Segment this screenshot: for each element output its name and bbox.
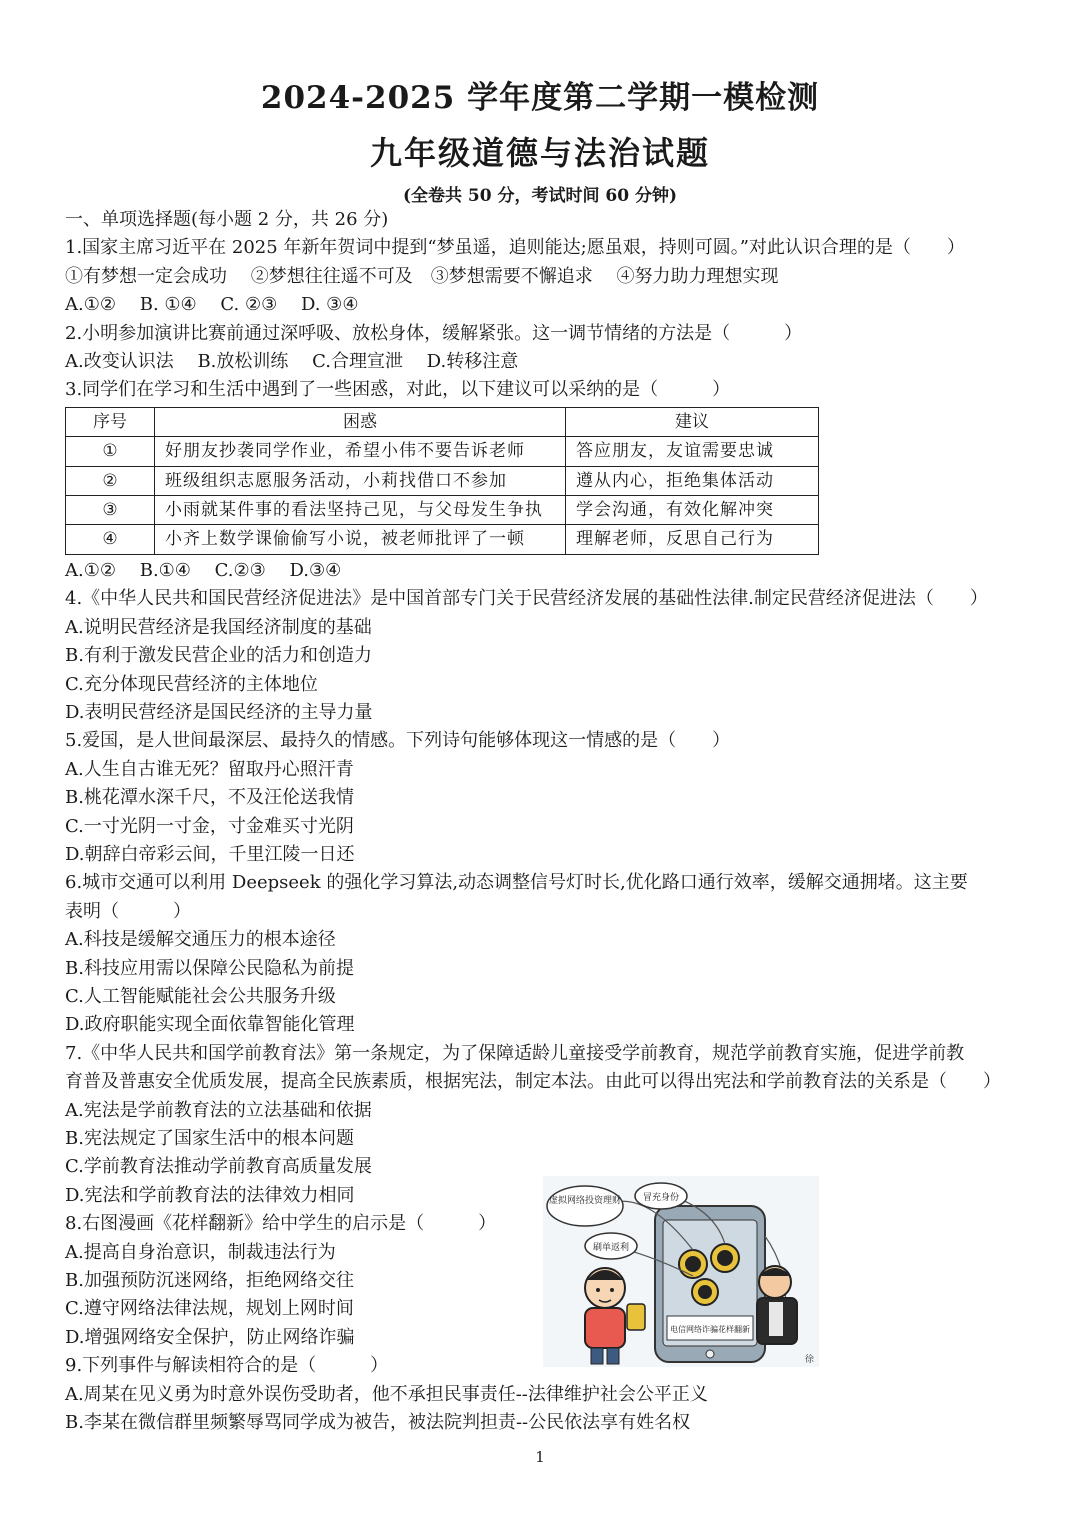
question-3-table xyxy=(65,407,819,555)
question-8-option-c: C.遵守网络法律法规，规划上网时间 xyxy=(65,1298,354,1320)
speech-bubble-1 xyxy=(547,1186,623,1226)
table-cell-advice: 理解老师，反思自己行为 xyxy=(566,525,819,554)
question-6-option-a: A.科技是缓解交通压力的根本途径 xyxy=(65,929,336,951)
question-4-option-a: A.说明民营经济是我国经济制度的基础 xyxy=(65,616,372,638)
question-7-option-a: A.宪法是学前教育法的立法基础和依据 xyxy=(65,1099,372,1121)
svg-text:电信网络诈骗花样翻新: 电信网络诈骗花样翻新 xyxy=(670,1325,750,1334)
table-cell-num: ② xyxy=(66,466,155,495)
table-row xyxy=(66,496,819,525)
question-7-stem-cont: 育普及普惠安全优质发展，提高全民族素质，根据宪法，制定本法。由此可以得出宪法和学前教育法的关系是（ ） xyxy=(65,1071,1001,1093)
table-row xyxy=(66,437,819,466)
speech-bubble-3 xyxy=(585,1233,637,1259)
question-4-option-c: C.充分体现民营经济的主体地位 xyxy=(65,673,318,695)
question-5-option-d: D.朝辞白帝彩云间，千里江陵一日还 xyxy=(65,843,355,865)
phone-screen-label xyxy=(667,1316,753,1340)
question-4-option-b: B.有利于激发民营企业的活力和创造力 xyxy=(65,645,372,667)
svg-text:虚拟网络投资理财: 虚拟网络投资理财 xyxy=(548,1196,622,1206)
question-1-statements: ①有梦想一定会成功 ②梦想往往遥不可及 ③梦想需要不懈追求 ④努力助力理想实现 xyxy=(65,265,779,287)
table-cell-num: ③ xyxy=(66,496,155,525)
cartoon-signature: 徐 xyxy=(805,1355,815,1365)
table-row xyxy=(66,525,819,554)
question-6-option-c: C.人工智能赋能社会公共服务升级 xyxy=(65,985,336,1007)
question-2-options: A.改变认识法 B.放松训练 C.合理宣泄 D.转移注意 xyxy=(65,351,519,373)
question-5-stem: 5.爱国，是人世间最深层、最持久的情感。下列诗句能够体现这一情感的是（ ） xyxy=(65,730,731,752)
question-4-option-d: D.表明民营经济是国民经济的主导力量 xyxy=(65,701,373,723)
page-number: 1 xyxy=(535,1448,545,1466)
table-cell-trouble: 小齐上数学课偷偷写小说，被老师批评了一顿 xyxy=(155,525,566,554)
table-cell-trouble: 小雨就某件事的看法坚持己见，与父母发生争执 xyxy=(155,496,566,525)
table-cell-advice: 遵从内心，拒绝集体活动 xyxy=(566,466,819,495)
question-2-stem: 2.小明参加演讲比赛前通过深呼吸、放松身体，缓解紧张。这一调节情绪的方法是（ ） xyxy=(65,322,803,344)
question-7-option-d: D.宪法和学前教育法的法律效力相同 xyxy=(65,1184,355,1206)
table-header-num: 序号 xyxy=(66,407,155,436)
question-6-option-b: B.科技应用需以保障公民隐私为前提 xyxy=(65,957,354,979)
question-1-options: A.①② B. ①④ C. ②③ D. ③④ xyxy=(65,294,359,316)
question-3-options: A.①② B.①④ C.②③ D.③④ xyxy=(65,559,342,581)
question-8-option-a: A.提高自身治意识，制裁违法行为 xyxy=(65,1241,336,1263)
cartoon-illustration xyxy=(543,1176,819,1367)
table-cell-num: ④ xyxy=(66,525,155,554)
table-row xyxy=(66,466,819,495)
table-header-advice: 建议 xyxy=(566,407,819,436)
question-8-option-d: D.增强网络安全保护，防止网络诈骗 xyxy=(65,1326,355,1348)
question-4-stem: 4.《中华人民共和国民营经济促进法》是中国首部专门关于民营经济发展的基础性法律.制定民营经济促进法（ ） xyxy=(65,588,988,610)
table-cell-trouble: 班级组织志愿服务活动，小莉找借口不参加 xyxy=(155,466,566,495)
table-header-row xyxy=(66,407,819,436)
table-cell-trouble: 好朋友抄袭同学作业，希望小伟不要告诉老师 xyxy=(155,437,566,466)
question-6-stem: 6.城市交通可以利用 Deepseek 的强化学习算法,动态调整信号灯时长,优化路口通行效率，缓解交通拥堵。这主要 xyxy=(65,872,968,894)
table-cell-num: ① xyxy=(66,437,155,466)
question-9-stem: 9.下列事件与解读相符合的是（ ） xyxy=(65,1355,389,1377)
exam-subject-title: 九年级道德与法治试题 xyxy=(369,134,710,172)
question-8-stem: 8.右图漫画《花样翻新》给中学生的启示是（ ） xyxy=(65,1213,497,1235)
question-6-stem-cont: 表明（ ） xyxy=(65,900,191,922)
question-5-option-b: B.桃花潭水深千尺，不及汪伦送我情 xyxy=(65,787,354,809)
svg-text:刷单返利: 刷单返利 xyxy=(592,1243,630,1253)
question-5-option-c: C.一寸光阴一寸金，寸金难买寸光阴 xyxy=(65,815,354,837)
question-7-stem: 7.《中华人民共和国学前教育法》第一条规定，为了保障适龄儿童接受学前教育，规范学前教育实施，促进学前教 xyxy=(65,1042,965,1064)
question-9-option-a: A.周某在见义勇为时意外误伤受助者，他不承担民事责任--法律维护社会公平正义 xyxy=(65,1383,708,1405)
svg-text:冒充身份: 冒充身份 xyxy=(642,1193,680,1203)
question-3-stem: 3.同学们在学习和生活中遇到了一些困惑，对此，以下建议可以采纳的是（ ） xyxy=(65,379,731,401)
question-7-option-c: C.学前教育法推动学前教育高质量发展 xyxy=(65,1156,372,1178)
section-heading: 一、单项选择题(每小题 2 分，共 26 分) xyxy=(65,209,389,230)
table-cell-advice: 学会沟通，有效化解冲突 xyxy=(566,496,819,525)
exam-info: (全卷共 50 分，考试时间 60 分钟) xyxy=(402,186,678,206)
table-header-trouble: 困惑 xyxy=(155,407,566,436)
question-6-option-d: D.政府职能实现全面依靠智能化管理 xyxy=(65,1014,355,1036)
question-7-option-b: B.宪法规定了国家生活中的根本问题 xyxy=(65,1128,354,1149)
question-9-option-b: B.李某在微信群里频繁辱骂同学成为被告，被法院判担责--公民依法享有姓名权 xyxy=(65,1412,691,1434)
fraudster-figure xyxy=(757,1266,797,1344)
question-8-option-b: B.加强预防沉迷网络，拒绝网络交往 xyxy=(65,1270,354,1292)
question-5-option-a: A.人生自古谁无死？留取丹心照汗青 xyxy=(65,758,354,780)
speech-bubble-2 xyxy=(635,1183,687,1209)
exam-title: 2024-2025 学年度第二学期一模检测 xyxy=(260,80,820,116)
table-cell-advice: 答应朋友，友谊需要忠诚 xyxy=(566,437,819,466)
question-1-stem: 1.国家主席习近平在 2025 年新年贺词中提到“梦虽遥，追则能达;愿虽艰，持则可圆。”对此认识合理的是（ ） xyxy=(65,237,965,259)
